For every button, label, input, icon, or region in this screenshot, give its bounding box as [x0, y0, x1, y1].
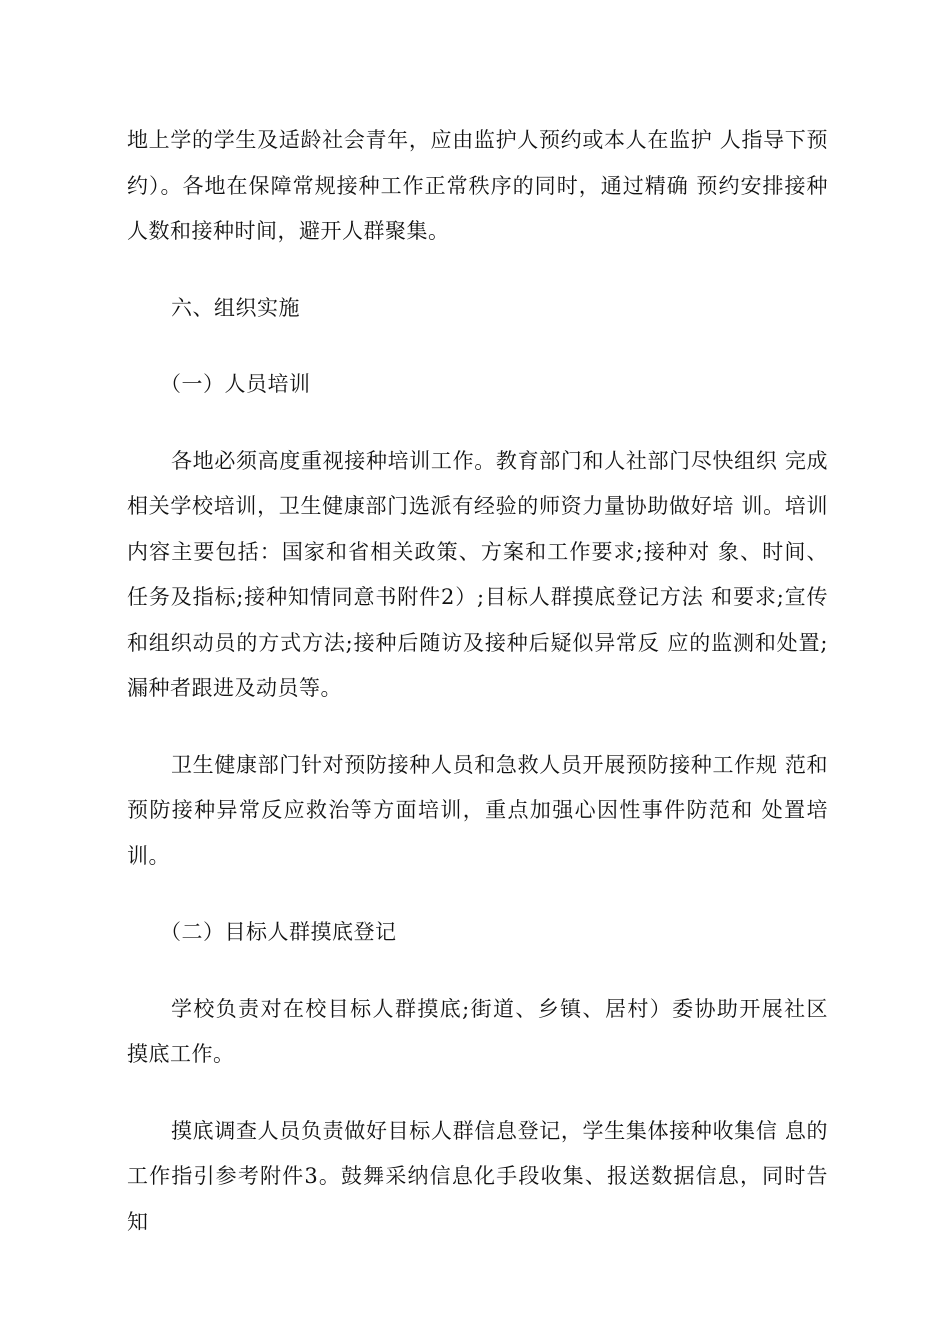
spacer — [0, 331, 950, 362]
spacer — [0, 255, 950, 286]
spacer — [0, 1078, 950, 1109]
paragraph-appointment: 地上学的学生及适龄社会青年，应由监护人预约或本人在监护 人指导下预约）。各地在保障常规接种工作正常秩序的同时，通过精确 预约安排接种人数和接种时间，避开人群聚集。 — [127, 128, 828, 243]
spacer — [0, 408, 950, 439]
spacer — [0, 879, 950, 910]
paragraph-school-survey: 学校负责对在校目标人群摸底;街道、乡镇、居村）委协助开展社区 摸底工作。 — [127, 996, 828, 1066]
spacer — [0, 712, 950, 743]
section-heading-organization: 六、组织实施 — [171, 295, 300, 320]
paragraph-training: 各地必须高度重视接种培训工作。教育部门和人社部门尽快组织 完成相关学校培训，卫生健康部门选派有经验的师资力量协助做好培 训。培训内容主要包括：国家和省相关政策、方案和工作要求;接种对 象、时间、任务及指标;接种知情同意书附件2）;目标人群摸底登记方法 和要求;宣传和组织动员的方式方法;接种后随访及接种后疑似异常反 应的监测和处置;漏种者跟进及动员等。 — [127, 448, 828, 700]
paragraph-health-training: 卫生健康部门针对预防接种人员和急救人员开展预防接种工作规 范和预防接种异常反应救治等方面培训，重点加强心因性事件防范和 处置培训。 — [127, 752, 828, 868]
spacer — [0, 956, 950, 987]
subsection-heading-registration: （二）目标人群摸底登记 — [160, 920, 397, 944]
subsection-heading-training: （一）人员培训 — [160, 372, 311, 396]
paragraph-survey-staff: 摸底调查人员负责做好目标人群信息登记，学生集体接种收集信 息的工作指引参考附件3。鼓舞采纳信息化手段收集、报送数据信息，同时告知 — [127, 1118, 828, 1234]
